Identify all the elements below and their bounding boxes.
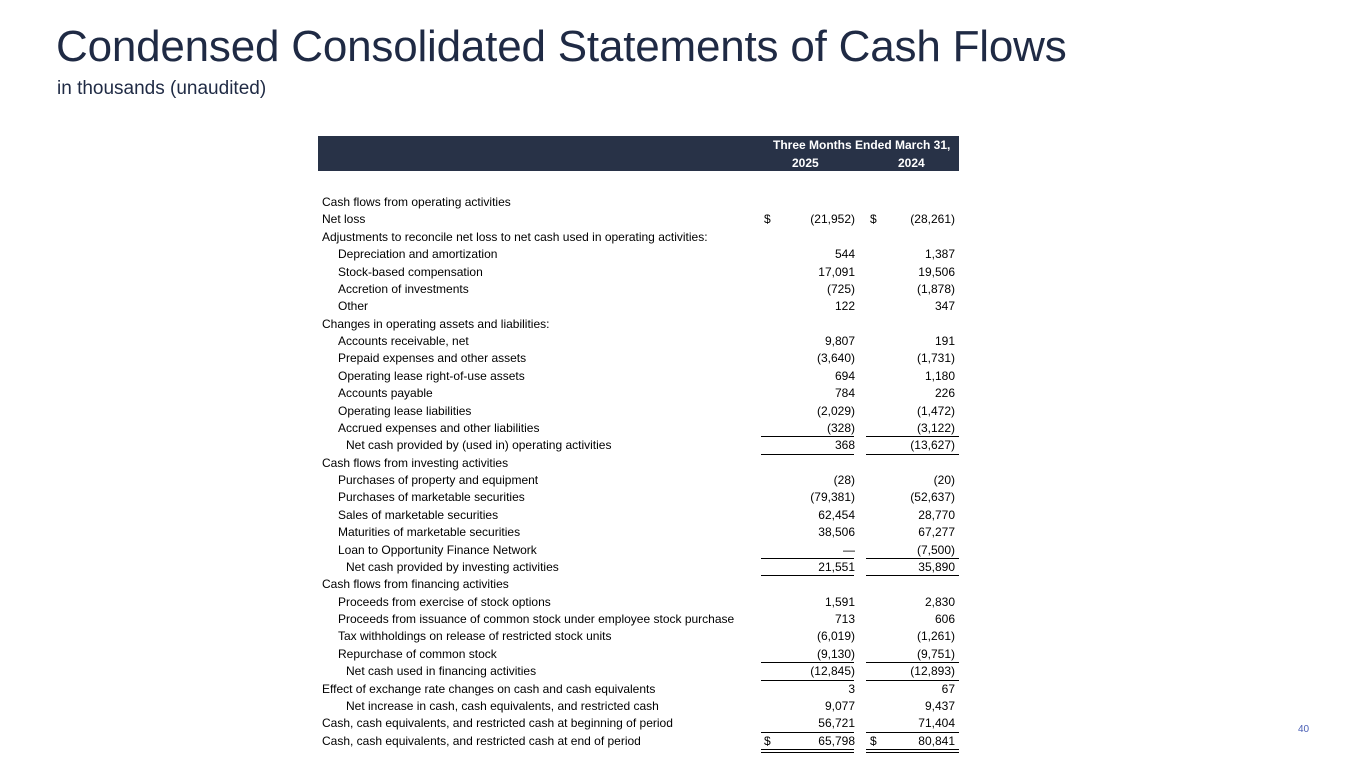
value-2024: 67	[941, 681, 955, 696]
table-row	[318, 315, 959, 332]
value-2024: 80,841	[918, 733, 955, 748]
value-2025: (2,029)	[816, 403, 855, 418]
row-label: Other	[338, 299, 369, 314]
row-label: Sales of marketable securities	[338, 507, 499, 522]
value-2024: (1,472)	[916, 403, 955, 418]
table-row	[318, 384, 959, 401]
row-label: Purchases of property and equipment	[338, 473, 539, 487]
value-2024: 67,277	[918, 525, 955, 540]
table-row	[318, 297, 959, 314]
value-2024: (13,627)	[910, 438, 955, 453]
row-label: Maturities of marketable securities	[338, 525, 521, 540]
row-label: Effect of exchange rate changes on cash and cash equivalents	[322, 681, 656, 696]
table-header	[318, 136, 959, 171]
value-2025: (9,130)	[816, 646, 855, 661]
value-2024: (1,878)	[916, 281, 955, 296]
table-row	[318, 367, 959, 384]
value-2025: 368	[834, 438, 855, 453]
value-2024: (9,751)	[916, 646, 955, 661]
subtotal-rule	[866, 558, 959, 559]
table-row	[318, 627, 959, 644]
table-row	[318, 349, 959, 366]
value-2024: (1,731)	[916, 351, 955, 366]
value-2024: 347	[934, 299, 955, 314]
value-2025: 122	[834, 299, 855, 314]
currency-symbol: $	[870, 733, 877, 748]
value-2024: 1,180	[924, 368, 955, 383]
table-row	[318, 541, 959, 558]
table-row	[318, 193, 959, 210]
value-2024: (1,261)	[916, 629, 955, 644]
table-row	[318, 714, 959, 731]
row-label: Purchases of marketable securities	[338, 490, 525, 505]
row-label: Net increase in cash, cash equivalents, and restricted cash	[346, 698, 659, 713]
value-2025: (6,019)	[816, 629, 855, 644]
value-2025: 713	[834, 612, 855, 626]
table-row	[318, 228, 959, 245]
value-2024: 1,387	[924, 247, 955, 262]
currency-symbol: $	[764, 212, 771, 227]
value-2024: 191	[934, 334, 955, 348]
value-2024: (52,637)	[910, 490, 955, 505]
value-2025: 3	[848, 681, 855, 696]
value-2025: (725)	[826, 281, 855, 296]
row-label: Cash flows from operating activities	[322, 195, 511, 209]
table-row	[318, 454, 959, 471]
row-label: Proceeds from issuance of common stock under employee stock purchase	[338, 612, 735, 626]
table-row	[318, 436, 959, 453]
page-number: 40	[1298, 724, 1310, 735]
value-2024: (12,893)	[910, 664, 955, 679]
value-2025: 62,454	[818, 507, 855, 522]
table-row	[318, 245, 959, 262]
subtotal-rule	[761, 662, 854, 663]
table-row	[318, 506, 959, 523]
value-2025: (3,640)	[816, 351, 855, 366]
value-2025: 784	[834, 386, 855, 401]
value-2025: 9,077	[824, 698, 855, 713]
subtotal-rule	[866, 436, 959, 437]
value-2024: 226	[934, 386, 955, 401]
value-2024: 35,890	[918, 559, 955, 574]
row-label: Repurchase of common stock	[338, 646, 497, 661]
table-row	[318, 210, 959, 227]
row-label: Accounts receivable, net	[338, 334, 469, 348]
value-2025: (79,381)	[810, 490, 855, 505]
subtotal-rule	[866, 662, 959, 663]
value-2025: 544	[834, 247, 855, 262]
value-2024: 28,770	[918, 507, 955, 522]
row-label: Changes in operating assets and liabilities:	[322, 316, 550, 331]
value-2025: 694	[834, 368, 855, 383]
value-2024: 19,506	[918, 264, 955, 279]
row-label: Stock-based compensation	[338, 264, 483, 279]
table-row	[318, 662, 959, 679]
value-2025: 9,807	[824, 334, 855, 348]
value-2025: (328)	[826, 420, 855, 435]
table-row	[318, 558, 959, 575]
table-row	[318, 697, 959, 714]
value-2025: 65,798	[818, 733, 855, 748]
row-label: Accretion of investments	[338, 281, 469, 296]
table-row	[318, 523, 959, 540]
value-2024: (7,500)	[916, 542, 955, 557]
row-label: Depreciation and amortization	[338, 247, 498, 262]
header-year-2025: 2025	[792, 156, 819, 170]
double-total-rule	[761, 752, 854, 753]
value-2025: 56,721	[818, 716, 855, 731]
value-2025: 17,091	[818, 264, 855, 279]
row-label: Tax withholdings on release of restricted stock units	[338, 629, 612, 644]
subtotal-rule	[761, 558, 854, 559]
row-label: Net cash used in financing activities	[346, 664, 537, 679]
value-2025: 21,551	[818, 559, 855, 574]
row-label: Operating lease right-of-use assets	[338, 368, 525, 383]
table-row	[318, 575, 959, 592]
value-2025: 1,591	[824, 594, 855, 609]
value-2024: 2,830	[924, 594, 955, 609]
row-label: Cash flows from financing activities	[322, 577, 509, 592]
total-rule	[761, 749, 854, 750]
table-row	[318, 645, 959, 662]
row-label: Loan to Opportunity Finance Network	[338, 542, 537, 557]
table-row	[318, 732, 959, 749]
table-row	[318, 471, 959, 488]
value-2024: 71,404	[918, 716, 955, 731]
table-row	[318, 402, 959, 419]
page-subtitle: in thousands (unaudited)	[57, 78, 267, 99]
row-label: Net loss	[322, 212, 366, 227]
row-label: Prepaid expenses and other assets	[338, 351, 527, 366]
table-row	[318, 332, 959, 349]
value-2024: 606	[934, 612, 955, 626]
table-row	[318, 419, 959, 436]
value-2025: (28)	[833, 473, 855, 487]
double-total-rule	[866, 752, 959, 753]
subtotal-rule	[761, 436, 854, 437]
row-label: Proceeds from exercise of stock options	[338, 594, 551, 609]
table-row	[318, 593, 959, 610]
row-label: Net cash provided by investing activities	[346, 559, 559, 574]
row-label: Net cash provided by (used in) operating activities	[346, 438, 612, 453]
cash-flow-table	[318, 193, 959, 749]
row-label: Accrued expenses and other liabilities	[338, 420, 540, 435]
currency-symbol: $	[870, 212, 877, 227]
row-label: Cash, cash equivalents, and restricted cash at end of period	[322, 733, 641, 748]
table-row	[318, 488, 959, 505]
value-2025: 38,506	[818, 525, 855, 540]
row-label: Cash flows from investing activities	[322, 455, 509, 470]
value-2024: 9,437	[924, 698, 955, 713]
value-2024: (3,122)	[916, 420, 955, 435]
value-2025: (21,952)	[810, 212, 855, 227]
table-row	[318, 680, 959, 697]
value-2025: —	[843, 542, 855, 557]
row-label: Adjustments to reconcile net loss to net cash used in operating activities:	[322, 229, 708, 244]
currency-symbol: $	[764, 733, 771, 748]
row-label: Cash, cash equivalents, and restricted cash at beginning of period	[322, 716, 673, 731]
row-label: Accounts payable	[338, 386, 433, 401]
header-period: Three Months Ended March 31,	[773, 138, 951, 152]
table-row	[318, 610, 959, 627]
value-2024: (20)	[933, 473, 955, 487]
table-row	[318, 263, 959, 280]
page-title: Condensed Consolidated Statements of Cash Flows	[56, 22, 1067, 71]
table-row	[318, 280, 959, 297]
header-year-2024: 2024	[898, 156, 925, 170]
row-label: Operating lease liabilities	[338, 403, 472, 418]
value-2024: (28,261)	[910, 212, 955, 227]
subtotal-rule	[866, 732, 959, 733]
subtotal-rule	[761, 732, 854, 733]
value-2025: (12,845)	[810, 664, 855, 679]
total-rule	[866, 749, 959, 750]
